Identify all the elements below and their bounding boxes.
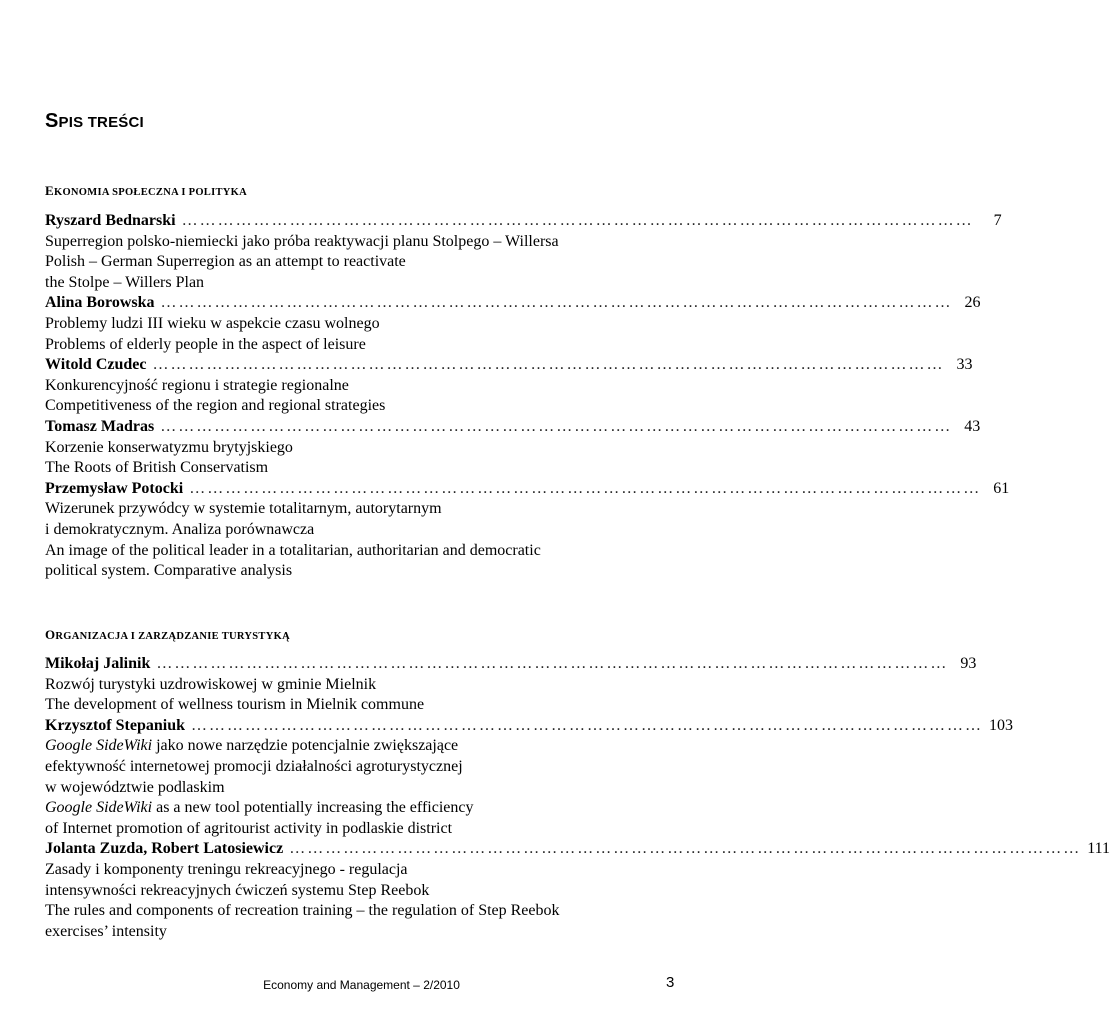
author: Alina Borowska xyxy=(45,294,155,312)
dot-leader: …………………………………………………………………………………………………………………… xyxy=(181,212,974,229)
author: Ryszard Bednarski xyxy=(45,212,176,229)
author: Krzysztof Stepaniuk xyxy=(45,716,185,734)
title-line: The development of wellness tourism in Mielnik commune xyxy=(45,696,425,714)
journal-footer: Economy and Management – 2/2010 xyxy=(263,978,460,992)
dot-leader: …………………………………………………………………………………………………………………… xyxy=(191,716,983,734)
title-line: Superregion polsko-niemiecki jako próba reaktywacji planu Stolpego – Willersa xyxy=(45,232,559,250)
dot-leader: …………………………………………………………………………………………………………………… xyxy=(160,294,953,312)
title-line: political system. Comparative analysis xyxy=(45,562,293,580)
title-line: the Stolpe – Willers Plan xyxy=(45,273,205,291)
italic-product-name: Google SideWiki xyxy=(45,737,153,755)
page-number: 43 xyxy=(964,417,981,435)
title-line: Problemy ludzi III wieku w aspekcie czasu wolnego xyxy=(45,314,380,332)
toc-entry xyxy=(45,417,981,479)
section-heading-initial: O xyxy=(45,627,56,642)
dot-leader: …………………………………………………………………………………………………………………… xyxy=(189,479,982,497)
title-line: Rozwój turystyki uzdrowiskowej w gminie Mielnik xyxy=(45,675,377,693)
title-line: The rules and components of recreation training – the regulation of Step Reebok xyxy=(45,902,560,920)
dot-leader: …………………………………………………………………………………………………………………… xyxy=(160,417,953,435)
toc-entry xyxy=(45,654,977,716)
title-line: Korzenie konserwatyzmu brytyjskiego xyxy=(45,438,293,456)
title-initial: S xyxy=(45,110,59,132)
toc-entry xyxy=(45,839,1110,942)
page-number: 103 xyxy=(989,716,1013,734)
italic-product-name: Google SideWiki xyxy=(45,799,153,817)
author: Przemysław Potocki xyxy=(45,479,184,497)
title-line: exercises’ intensity xyxy=(45,922,167,940)
toc-entry xyxy=(45,355,973,417)
page-number: 26 xyxy=(964,294,981,312)
title-line: of Internet promotion of agritourist activity in podlaskie district xyxy=(45,819,453,837)
section-heading-initial: E xyxy=(45,183,54,198)
toc-section-tourism xyxy=(45,654,1110,942)
page-number: 93 xyxy=(960,655,977,672)
author: Mikołaj Jalinik xyxy=(45,655,151,672)
page-number: 33 xyxy=(956,356,973,374)
title-line: An image of the political leader in a totalitarian, authoritarian and democratic xyxy=(45,541,541,559)
page-number: 111 xyxy=(1087,840,1110,858)
author: Tomasz Madras xyxy=(45,417,155,435)
toc-entry xyxy=(45,479,1010,582)
title-text: jako nowe narzędzie potencjalnie zwiększające xyxy=(152,737,459,755)
title-line xyxy=(45,736,675,757)
section-heading-tourism xyxy=(45,627,290,643)
title-line: Konkurencyjność regionu i strategie regionalne xyxy=(45,376,349,394)
title-line: i demokratycznym. Analiza porównawcza xyxy=(45,520,315,538)
title-line: The Roots of British Conservatism xyxy=(45,459,269,477)
dot-leader: …………………………………………………………………………………………………………………… xyxy=(289,840,1082,858)
page-number: 7 xyxy=(993,212,1002,229)
title-line: Problems of elderly people in the aspect of leisure xyxy=(45,335,366,353)
title-text: as a new tool potentially increasing the efficiency xyxy=(152,799,474,817)
dot-leader: …………………………………………………………………………………………………………………… xyxy=(152,356,945,374)
title-line: Wizerunek przywódcy w systemie totalitarnym, autorytarnym xyxy=(45,500,442,518)
toc-entry xyxy=(45,293,981,355)
section-heading-rest: RGANIZACJA I ZARZĄDZANIE TURYSTYKĄ xyxy=(55,631,290,642)
author: Jolanta Zuzda, Robert Latosiewicz xyxy=(45,840,284,858)
section-heading-economics xyxy=(45,183,247,199)
toc-entry xyxy=(45,716,1013,840)
title-line: w województwie podlaskim xyxy=(45,778,225,796)
title-line: efektywność internetowej promocji działalności agroturystycznej xyxy=(45,757,463,775)
section-heading-rest: KONOMIA SPOŁECZNA I POLITYKA xyxy=(53,187,248,198)
page-number: 61 xyxy=(993,479,1010,497)
toc-entry xyxy=(45,211,1002,293)
author: Witold Czudec xyxy=(45,356,147,374)
title-line: intensywności rekreacyjnych ćwiczeń systemu Step Reebok xyxy=(45,881,430,899)
title-line xyxy=(45,798,675,819)
title-line: Zasady i komponenty treningu rekreacyjnego - regulacja xyxy=(45,860,408,878)
title-line: Polish – German Superregion as an attempt to reactivate xyxy=(45,253,406,271)
title-line: Competitiveness of the region and regional strategies xyxy=(45,397,386,415)
dot-leader: …………………………………………………………………………………………………………………… xyxy=(156,655,949,672)
title-rest: PIS TREŚCI xyxy=(58,114,144,131)
page-title xyxy=(45,110,144,133)
toc-section-economics xyxy=(45,211,1010,582)
folio-page-number: 3 xyxy=(666,974,675,991)
